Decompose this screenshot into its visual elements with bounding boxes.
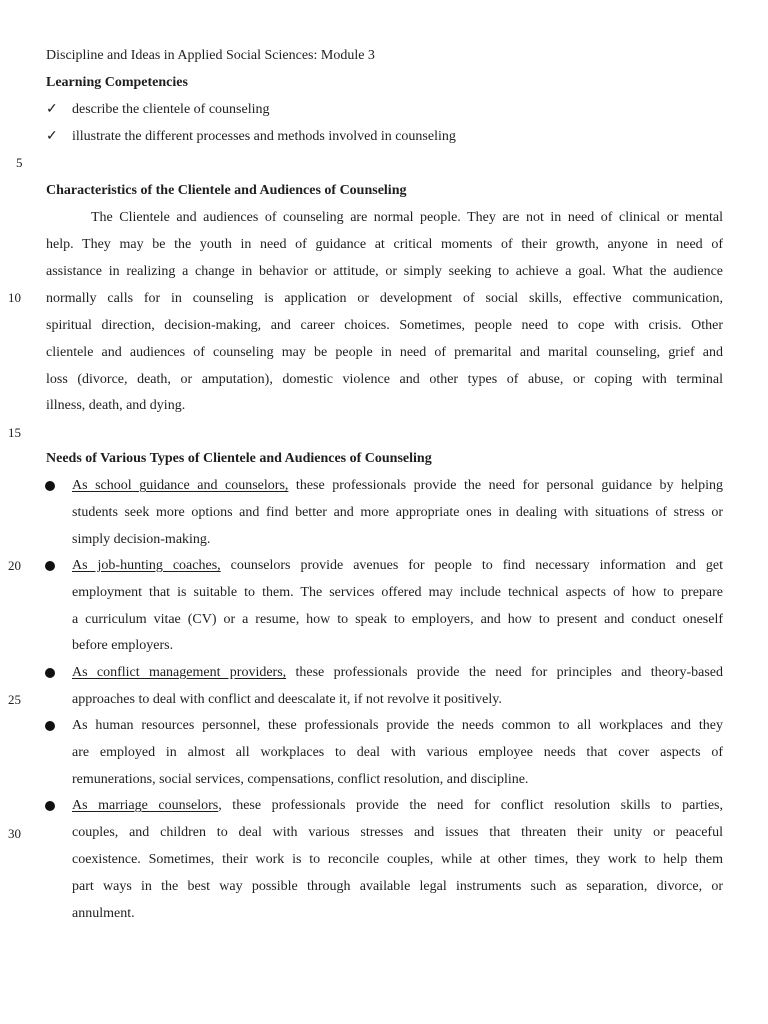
bullet-icon <box>45 801 55 811</box>
section-heading-needs: Needs of Various Types of Clientele and Audiences of Counseling <box>46 451 432 466</box>
bullet-icon <box>45 481 55 491</box>
bullet-line: simply decision-making. <box>72 532 211 547</box>
line-number: 15 <box>8 425 21 440</box>
bullet-icon <box>45 721 55 731</box>
bullet-line: a curriculum vitae (CV) or a resume, how to speak to employers, and how to present and conduct oneself <box>72 612 723 627</box>
bullet-line: are employed in almost all workplaces to deal with various employee needs that cover aspects of <box>72 745 723 760</box>
competency-item: illustrate the different processes and methods involved in counseling <box>72 129 456 144</box>
paragraph-line: loss (divorce, death, or amputation), domestic violence and other types of abuse, or coping with terminal <box>46 372 723 387</box>
bullet-line: before employers. <box>72 638 174 653</box>
bullet-lead: As conflict management providers, <box>72 665 287 680</box>
module-header: Discipline and Ideas in Applied Social Sciences: Module 3 <box>46 48 375 63</box>
paragraph-line: illness, death, and dying. <box>46 398 186 413</box>
bullet-icon <box>45 668 55 678</box>
line-number: 10 <box>8 290 21 305</box>
bullet-line: As human resources personnel, these professionals provide the needs common to all workplaces and they <box>72 718 723 733</box>
bullet-line: part ways in the best way possible through available legal instruments such as separation, divorce, or <box>72 879 723 894</box>
learning-competencies-heading: Learning Competencies <box>46 75 188 90</box>
bullet-line: students seek more options and find better and more appropriate ones in dealing with situations of stress or <box>72 505 723 520</box>
paragraph-line: normally calls for in counseling is application or development of social skills, effective communication, <box>46 291 723 306</box>
bullet-line: employment that is suitable to them. The services offered may include technical aspects of how to prepare <box>72 585 723 600</box>
bullet-line: As job-hunting coaches, counselors provide avenues for people to find necessary information and get <box>72 558 723 573</box>
bullet-lead: As school guidance and counselors, <box>72 478 289 493</box>
bullet-line: As school guidance and counselors, these professionals provide the need for personal guidance by helping <box>72 478 723 493</box>
bullet-lead: As marriage counselors <box>72 798 219 813</box>
paragraph-line: spiritual direction, decision-making, and career choices. Sometimes, people need to cope with crisis. Other <box>46 318 723 333</box>
bullet-line: approaches to deal with conflict and deescalate it, if not revolve it positively. <box>72 692 502 707</box>
bullet-lead: As job-hunting coaches, <box>72 558 221 573</box>
bullet-line: As conflict management providers, these professionals provide the need for principles and theory-based <box>72 665 723 680</box>
checkmark-icon: ✓ <box>46 102 58 117</box>
line-number: 20 <box>8 558 21 573</box>
line-number: 25 <box>8 692 21 707</box>
bullet-line: couples, and children to deal with various stresses and issues that threaten their unity or peaceful <box>72 825 723 840</box>
section-heading-characteristics: Characteristics of the Clientele and Audiences of Counseling <box>46 183 407 198</box>
paragraph-line: help. They may be the youth in need of guidance at critical moments of their growth, anyone in need of <box>46 237 723 252</box>
bullet-icon <box>45 561 55 571</box>
bullet-line: remunerations, social services, compensations, conflict resolution, and discipline. <box>72 772 529 787</box>
line-number: 5 <box>16 155 23 170</box>
line-number: 30 <box>8 826 21 841</box>
bullet-line: As marriage counselors, these professionals provide the need for conflict resolution skills to parties, <box>72 798 723 813</box>
competency-item: describe the clientele of counseling <box>72 102 270 117</box>
checkmark-icon: ✓ <box>46 129 58 144</box>
paragraph-line: assistance in realizing a change in behavior or attitude, or simply seeking to achieve a goal. What the audience <box>46 264 723 279</box>
paragraph-line: clientele and audiences of counseling may be people in need of premarital and marital counseling, grief and <box>46 345 723 360</box>
bullet-line: coexistence. Sometimes, their work is to reconcile couples, while at other times, they work to help them <box>72 852 723 867</box>
bullet-line: annulment. <box>72 906 135 921</box>
paragraph-line: The Clientele and audiences of counseling are normal people. They are not in need of clinical or mental <box>91 210 723 225</box>
